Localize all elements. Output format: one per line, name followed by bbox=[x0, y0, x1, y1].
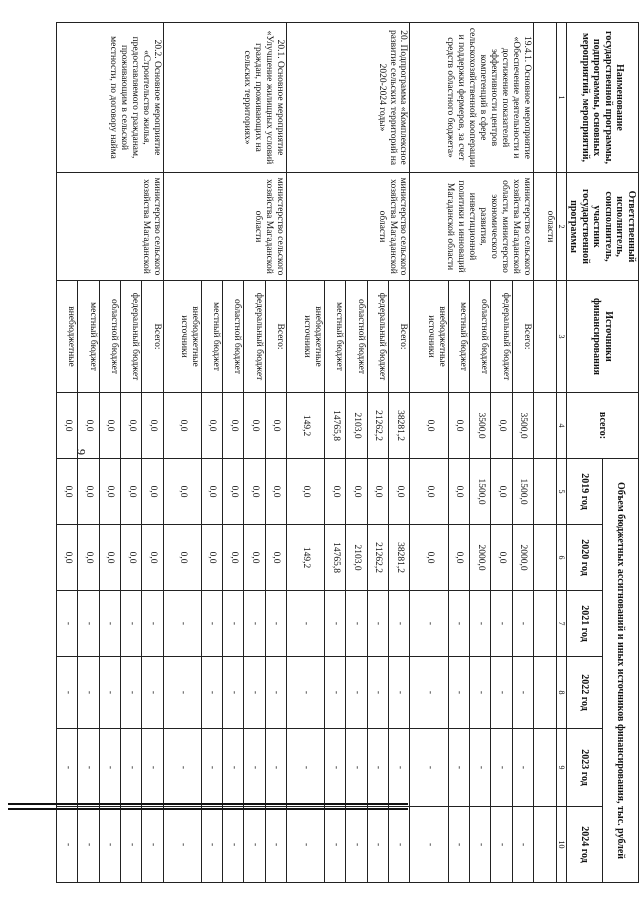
value-cell: 0,0 bbox=[223, 393, 244, 459]
value-cell: 0,0 bbox=[142, 459, 163, 525]
value-cell: 0,0 bbox=[410, 393, 448, 459]
value-cell: 0,0 bbox=[121, 393, 142, 459]
source-cell: местный бюджет bbox=[78, 281, 99, 393]
value-cell: 0,0 bbox=[99, 393, 120, 459]
source-cell: федеральный бюджет bbox=[491, 281, 512, 393]
value-cell: 0,0 bbox=[325, 459, 346, 525]
value-cell: 1500,0 bbox=[512, 459, 533, 525]
value-cell: 1500,0 bbox=[469, 459, 490, 525]
source-cell: внебюджетные источники bbox=[410, 281, 448, 393]
source-cell: внебюджетные источники bbox=[287, 281, 325, 393]
value-cell: 0,0 bbox=[410, 459, 448, 525]
value-cell: - bbox=[121, 591, 142, 657]
value-cell: - bbox=[78, 729, 99, 807]
group-m20-2 bbox=[57, 23, 164, 883]
value-cell: - bbox=[410, 807, 448, 883]
source-cell: областной бюджет bbox=[346, 281, 367, 393]
value-cell: - bbox=[346, 591, 367, 657]
header-row-1 bbox=[603, 23, 639, 883]
value-cell: - bbox=[410, 591, 448, 657]
value-cell: - bbox=[244, 657, 265, 729]
value-cell: - bbox=[142, 807, 163, 883]
value-cell: 0,0 bbox=[78, 393, 99, 459]
value-cell: - bbox=[57, 807, 78, 883]
value-cell: 0,0 bbox=[448, 525, 469, 591]
source-cell: внебюджетные bbox=[57, 281, 78, 393]
value-cell: - bbox=[142, 591, 163, 657]
header-year: 2022 год bbox=[567, 657, 603, 729]
value-cell: 0,0 bbox=[142, 525, 163, 591]
header-year: 2020 год bbox=[567, 525, 603, 591]
value-cell: 38281,2 bbox=[389, 393, 410, 459]
row-executor: министерство сельского хозяйства Магаданской области bbox=[287, 173, 410, 281]
value-cell: - bbox=[265, 729, 286, 807]
value-cell: - bbox=[367, 591, 388, 657]
value-cell: - bbox=[325, 657, 346, 729]
value-cell: - bbox=[121, 807, 142, 883]
column-number: 7 bbox=[556, 591, 566, 657]
header-name: Наименование государственной программы, подпрограммы, основных мероприятий, мероприятий, bbox=[567, 23, 639, 173]
value-cell: - bbox=[448, 807, 469, 883]
value-cell: - bbox=[410, 729, 448, 807]
value-cell: 0,0 bbox=[244, 459, 265, 525]
value-cell: 0,0 bbox=[244, 393, 265, 459]
value-cell: - bbox=[287, 657, 325, 729]
column-number: 2 bbox=[556, 173, 566, 281]
value-cell: - bbox=[448, 591, 469, 657]
column-number: 4 bbox=[556, 393, 566, 459]
value-cell: - bbox=[367, 807, 388, 883]
header-year: 2019 год bbox=[567, 459, 603, 525]
value-cell: - bbox=[287, 729, 325, 807]
value-cell: - bbox=[325, 591, 346, 657]
value-cell: 0,0 bbox=[99, 525, 120, 591]
header-executor: Ответственный исполнитель, соисполнитель, участник государственной программы bbox=[567, 173, 639, 281]
table-row bbox=[142, 23, 163, 883]
value-cell: 149,2 bbox=[287, 393, 325, 459]
value-cell: - bbox=[389, 729, 410, 807]
value-cell: 0,0 bbox=[142, 393, 163, 459]
group-p20 bbox=[287, 23, 410, 883]
value-cell: - bbox=[367, 657, 388, 729]
value-cell: 0,0 bbox=[346, 459, 367, 525]
value-cell: 0,0 bbox=[491, 525, 512, 591]
header-year: 2024 год bbox=[567, 807, 603, 883]
value-cell: 3500,0 bbox=[469, 393, 490, 459]
column-number: 10 bbox=[556, 807, 566, 883]
value-cell: - bbox=[389, 657, 410, 729]
value-cell: 0,0 bbox=[410, 525, 448, 591]
value-cell: - bbox=[201, 657, 222, 729]
column-number: 9 bbox=[556, 729, 566, 807]
column-number-row bbox=[556, 23, 566, 883]
value-cell: 0,0 bbox=[265, 393, 286, 459]
value-cell: 0,0 bbox=[491, 459, 512, 525]
value-cell: - bbox=[491, 591, 512, 657]
source-cell: Всего: bbox=[512, 281, 533, 393]
value-cell: 0,0 bbox=[78, 459, 99, 525]
value-cell: 0,0 bbox=[265, 525, 286, 591]
value-cell: - bbox=[389, 591, 410, 657]
source-cell: областной бюджет bbox=[469, 281, 490, 393]
header-year: 2021 год bbox=[567, 591, 603, 657]
value-cell: - bbox=[448, 657, 469, 729]
value-cell: - bbox=[57, 591, 78, 657]
value-cell: 0,0 bbox=[223, 525, 244, 591]
value-cell: 0,0 bbox=[78, 525, 99, 591]
budget-table bbox=[56, 22, 639, 883]
value-cell: - bbox=[121, 729, 142, 807]
value-cell: - bbox=[78, 657, 99, 729]
value-cell: - bbox=[265, 657, 286, 729]
column-number: 5 bbox=[556, 459, 566, 525]
value-cell: 2000,0 bbox=[512, 525, 533, 591]
source-cell: местный бюджет bbox=[201, 281, 222, 393]
value-cell: - bbox=[163, 807, 201, 883]
value-cell: - bbox=[512, 591, 533, 657]
page-number: 9 bbox=[74, 449, 89, 455]
value-cell: 0,0 bbox=[57, 525, 78, 591]
row-name: 20.2. Основное мероприятие «Строительство жилья, предоставляемого гражданам, проживающим в сельской местности, по договору найма bbox=[57, 23, 164, 173]
value-cell: - bbox=[78, 807, 99, 883]
value-cell: 0,0 bbox=[389, 459, 410, 525]
group-m20-1 bbox=[163, 23, 286, 883]
value-cell: 2103,0 bbox=[346, 393, 367, 459]
value-cell: - bbox=[201, 729, 222, 807]
column-number: 8 bbox=[556, 657, 566, 729]
value-cell: - bbox=[346, 729, 367, 807]
value-cell: - bbox=[469, 657, 490, 729]
value-cell: 2000,0 bbox=[469, 525, 490, 591]
value-cell: - bbox=[265, 591, 286, 657]
value-cell: 0,0 bbox=[244, 525, 265, 591]
value-cell: - bbox=[99, 807, 120, 883]
value-cell: 0,0 bbox=[121, 525, 142, 591]
header-funding-title: Объем бюджетных ассигнований и иных источников финансирования, тыс. рублей bbox=[603, 459, 639, 883]
value-cell: - bbox=[287, 591, 325, 657]
value-cell: - bbox=[99, 729, 120, 807]
source-cell: Всего: bbox=[389, 281, 410, 393]
continuation-executor: области bbox=[533, 173, 556, 281]
header-sources: Источники финансирования bbox=[567, 281, 639, 393]
value-cell: - bbox=[78, 591, 99, 657]
value-cell: - bbox=[244, 591, 265, 657]
value-cell: 0,0 bbox=[287, 459, 325, 525]
rotated-table-wrapper bbox=[62, 22, 639, 882]
continuation-name bbox=[533, 23, 556, 173]
value-cell: - bbox=[142, 657, 163, 729]
row-name: 19.4.1. Основное мероприятие «Обеспечение деятельности и достижение показателей эффективности центров компетенций в сфере сельскохозяйственной кооперации и поддержки фермеров, за счет средств областного бюджета» bbox=[410, 23, 533, 173]
value-cell: - bbox=[287, 807, 325, 883]
source-cell: областной бюджет bbox=[99, 281, 120, 393]
value-cell: 149,2 bbox=[287, 525, 325, 591]
value-cell: - bbox=[244, 807, 265, 883]
value-cell: - bbox=[223, 729, 244, 807]
row-name: 20.1. Основное мероприятие «Улучшение жилищных условий граждан, проживающих на сельских территориях» bbox=[163, 23, 286, 173]
row-executor: министерство сельского хозяйства Магаданской области, министерство экономического развития, инвестиционной политики и инноваций Магаданской области bbox=[410, 173, 533, 281]
value-cell: - bbox=[512, 807, 533, 883]
value-cell: 0,0 bbox=[163, 459, 201, 525]
value-cell: 0,0 bbox=[57, 393, 78, 459]
value-cell: - bbox=[201, 807, 222, 883]
value-cell: - bbox=[325, 729, 346, 807]
source-cell: областной бюджет bbox=[223, 281, 244, 393]
separator-line bbox=[8, 808, 408, 810]
value-cell: 38281,2 bbox=[389, 525, 410, 591]
value-cell: - bbox=[491, 807, 512, 883]
column-number: 3 bbox=[556, 281, 566, 393]
source-cell: Всего: bbox=[142, 281, 163, 393]
value-cell: 3500,0 bbox=[512, 393, 533, 459]
value-cell: - bbox=[99, 657, 120, 729]
value-cell: 21262,2 bbox=[367, 525, 388, 591]
value-cell: - bbox=[57, 729, 78, 807]
value-cell: - bbox=[265, 807, 286, 883]
value-cell: 0,0 bbox=[201, 393, 222, 459]
value-cell: 0,0 bbox=[201, 525, 222, 591]
group-m19-4-1 bbox=[410, 23, 533, 883]
value-cell: - bbox=[448, 729, 469, 807]
table-row bbox=[389, 23, 410, 883]
value-cell: 14765,8 bbox=[325, 393, 346, 459]
value-cell: - bbox=[346, 657, 367, 729]
value-cell: 0,0 bbox=[491, 393, 512, 459]
source-cell: местный бюджет bbox=[325, 281, 346, 393]
value-cell: - bbox=[163, 729, 201, 807]
source-cell: федеральный бюджет bbox=[244, 281, 265, 393]
value-cell: 0,0 bbox=[163, 393, 201, 459]
value-cell: - bbox=[163, 657, 201, 729]
value-cell: - bbox=[223, 591, 244, 657]
value-cell: - bbox=[57, 657, 78, 729]
value-cell: 0,0 bbox=[57, 459, 78, 525]
continuation-row bbox=[533, 23, 556, 883]
value-cell: - bbox=[491, 729, 512, 807]
header-total: всего: bbox=[567, 393, 639, 459]
source-cell: федеральный бюджет bbox=[121, 281, 142, 393]
value-cell: 2103,0 bbox=[346, 525, 367, 591]
value-cell: - bbox=[142, 729, 163, 807]
value-cell: 0,0 bbox=[121, 459, 142, 525]
value-cell: 0,0 bbox=[448, 459, 469, 525]
value-cell: 0,0 bbox=[367, 459, 388, 525]
value-cell: 21262,2 bbox=[367, 393, 388, 459]
value-cell: - bbox=[367, 729, 388, 807]
value-cell: - bbox=[469, 807, 490, 883]
value-cell: - bbox=[163, 591, 201, 657]
value-cell: 0,0 bbox=[163, 525, 201, 591]
value-cell: - bbox=[223, 657, 244, 729]
value-cell: 0,0 bbox=[201, 459, 222, 525]
row-executor: министерство сельского хозяйства Магаданской области bbox=[163, 173, 286, 281]
source-cell: местный бюджет bbox=[448, 281, 469, 393]
value-cell: - bbox=[410, 657, 448, 729]
value-cell: - bbox=[389, 807, 410, 883]
value-cell: - bbox=[491, 657, 512, 729]
value-cell: 0,0 bbox=[448, 393, 469, 459]
separator-line bbox=[8, 803, 408, 805]
row-name: 20. Подпрограмма «Комплексное развитие сельских территорий на 2020-2024 годы» bbox=[287, 23, 410, 173]
value-cell: - bbox=[346, 807, 367, 883]
value-cell: - bbox=[325, 807, 346, 883]
source-cell: внебюджетные источники bbox=[163, 281, 201, 393]
value-cell: - bbox=[244, 729, 265, 807]
value-cell: - bbox=[512, 729, 533, 807]
value-cell: 0,0 bbox=[223, 459, 244, 525]
value-cell: 14765,8 bbox=[325, 525, 346, 591]
value-cell: - bbox=[469, 591, 490, 657]
value-cell: - bbox=[512, 657, 533, 729]
value-cell: - bbox=[99, 591, 120, 657]
value-cell: 0,0 bbox=[99, 459, 120, 525]
column-number: 1 bbox=[556, 23, 566, 173]
value-cell: 0,0 bbox=[265, 459, 286, 525]
value-cell: - bbox=[469, 729, 490, 807]
source-cell: федеральный бюджет bbox=[367, 281, 388, 393]
value-cell: - bbox=[223, 807, 244, 883]
header-year: 2023 год bbox=[567, 729, 603, 807]
value-cell: - bbox=[201, 591, 222, 657]
table-row bbox=[512, 23, 533, 883]
value-cell: - bbox=[121, 657, 142, 729]
row-executor: министерство сельского хозяйства Магаданской bbox=[57, 173, 164, 281]
source-cell: Всего: bbox=[265, 281, 286, 393]
table-row bbox=[265, 23, 286, 883]
column-number: 6 bbox=[556, 525, 566, 591]
